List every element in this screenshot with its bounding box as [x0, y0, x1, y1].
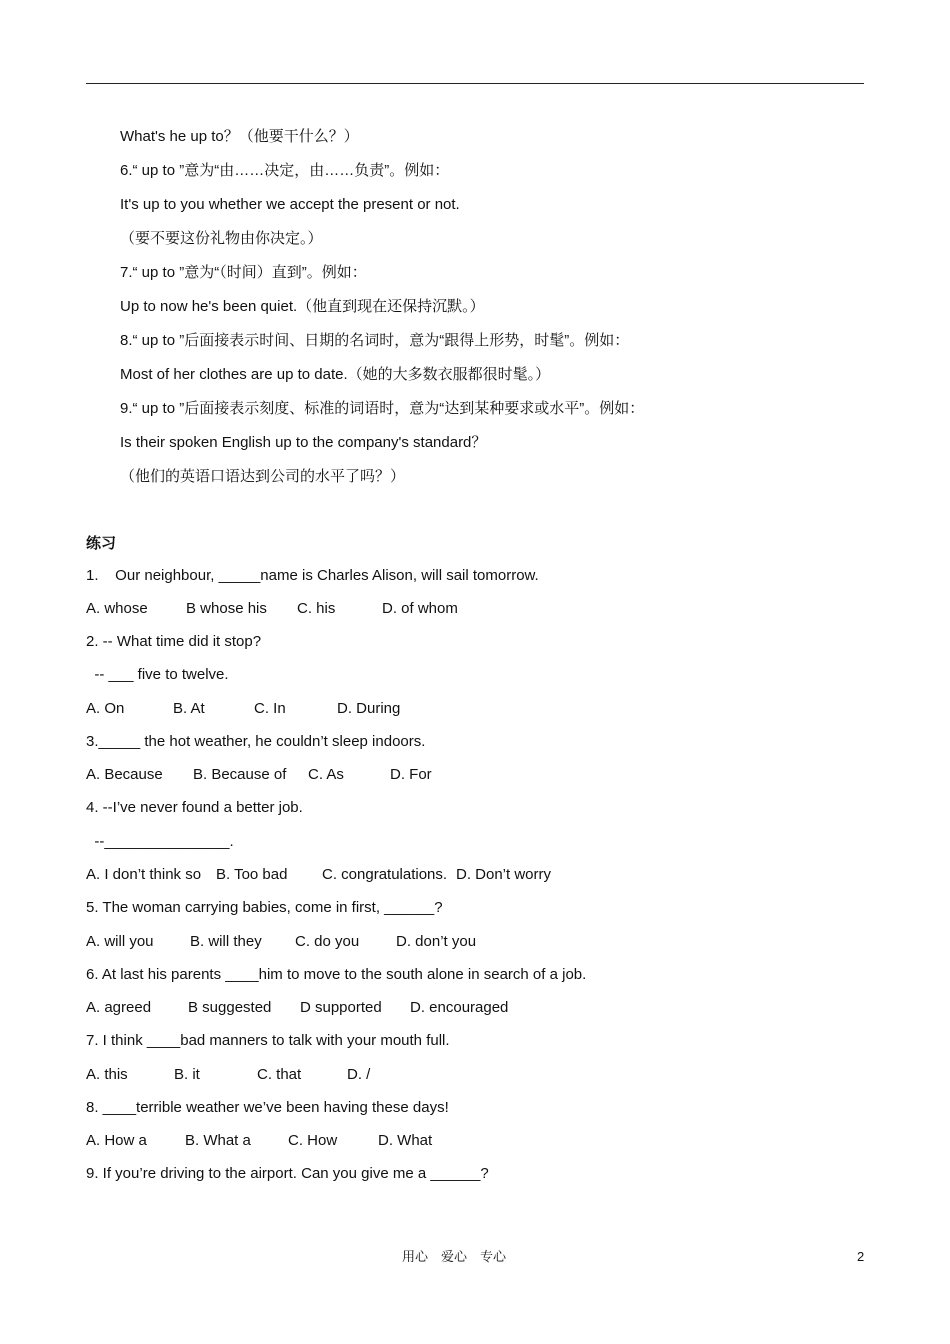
page-number: 2	[857, 1249, 865, 1264]
option-8d: D. What	[378, 1132, 433, 1149]
option-8c: C. How	[288, 1132, 338, 1149]
note-line: （要不要这份礼物由你决定。）	[120, 230, 323, 247]
option-6b: B suggested	[188, 999, 272, 1016]
note-line: 6.“ up to ”意为“由……决定，由……负责”。例如：	[120, 162, 450, 179]
option-7c: C. that	[257, 1066, 302, 1083]
option-3d: D. For	[390, 766, 432, 783]
note-line: Most of her clothes are up to date.（她的大多数衣服都很时髦。）	[120, 366, 551, 383]
option-7b: B. it	[174, 1066, 200, 1083]
note-line: 8.“ up to ”后面接表示时间、日期的名词时，意为“跟得上形势，时髦”。例如：	[120, 332, 630, 349]
question-1: 1. Our neighbour, _____name is Charles Alison, will sail tomorrow.	[86, 567, 539, 584]
option-5c: C. do you	[295, 933, 360, 950]
option-8b: B. What a	[185, 1132, 251, 1149]
note-line: （他们的英语口语达到公司的水平了吗？）	[120, 468, 406, 485]
note-line: Is their spoken English up to the company's standard？	[120, 434, 487, 451]
note-line: 9.“ up to ”后面接表示刻度、标准的词语时，意为“达到某种要求或水平”。例如：	[120, 400, 645, 417]
option-2d: D. During	[337, 700, 401, 717]
option-5d: D. don’t you	[396, 933, 477, 950]
question-6: 6. At last his parents ____him to move to the south alone in search of a job.	[86, 966, 587, 983]
option-8a: A. How a	[86, 1132, 147, 1149]
option-2c: C. In	[254, 700, 286, 717]
option-4b: B. Too bad	[216, 866, 288, 883]
header-rule	[86, 83, 864, 84]
note-line: 7.“ up to ”意为“（时间）直到”。例如：	[120, 264, 367, 281]
question-4: 4. --I’ve never found a better job.	[86, 799, 303, 816]
exercise-heading: 练习	[86, 535, 117, 552]
question-2-reply: -- ___ five to twelve.	[86, 666, 229, 683]
option-2b: B. At	[173, 700, 205, 717]
note-line: Up to now he's been quiet.（他直到现在还保持沉默。）	[120, 298, 485, 315]
option-7d: D. /	[347, 1066, 371, 1083]
note-line: It's up to you whether we accept the present or not.	[120, 196, 460, 213]
option-1c: C. his	[297, 600, 336, 617]
option-4d: D. Don’t worry	[456, 866, 552, 883]
option-6d: D. encouraged	[410, 999, 509, 1016]
question-4-reply: --_______________.	[86, 833, 234, 850]
option-2a: A. On	[86, 700, 125, 717]
option-7a: A. this	[86, 1066, 128, 1083]
option-3b: B. Because of	[193, 766, 287, 783]
option-3c: C. As	[308, 766, 344, 783]
option-4c: C. congratulations.	[322, 866, 448, 883]
option-6a: A. agreed	[86, 999, 152, 1016]
option-1d: D. of whom	[382, 600, 458, 617]
option-5a: A. will you	[86, 933, 154, 950]
option-1a: A. whose	[86, 600, 148, 617]
option-4a: A. I don’t think so	[86, 866, 202, 883]
question-2: 2. -- What time did it stop?	[86, 633, 262, 650]
option-3a: A. Because	[86, 766, 163, 783]
question-9: 9. If you’re driving to the airport. Can you give me a ______?	[86, 1165, 489, 1182]
note-line: What's he up to？（他要干什么？）	[120, 128, 359, 145]
option-6c: D supported	[300, 999, 382, 1016]
option-1b: B whose his	[186, 600, 267, 617]
question-8: 8. ____terrible weather we’ve been having these days!	[86, 1099, 449, 1116]
question-7: 7. I think ____bad manners to talk with your mouth full.	[86, 1032, 450, 1049]
question-3: 3._____ the hot weather, he couldn’t sleep indoors.	[86, 733, 426, 750]
option-5b: B. will they	[190, 933, 262, 950]
footer-motto: 用心 爱心 专心	[402, 1249, 507, 1264]
question-5: 5. The woman carrying babies, come in first, ______?	[86, 899, 443, 916]
